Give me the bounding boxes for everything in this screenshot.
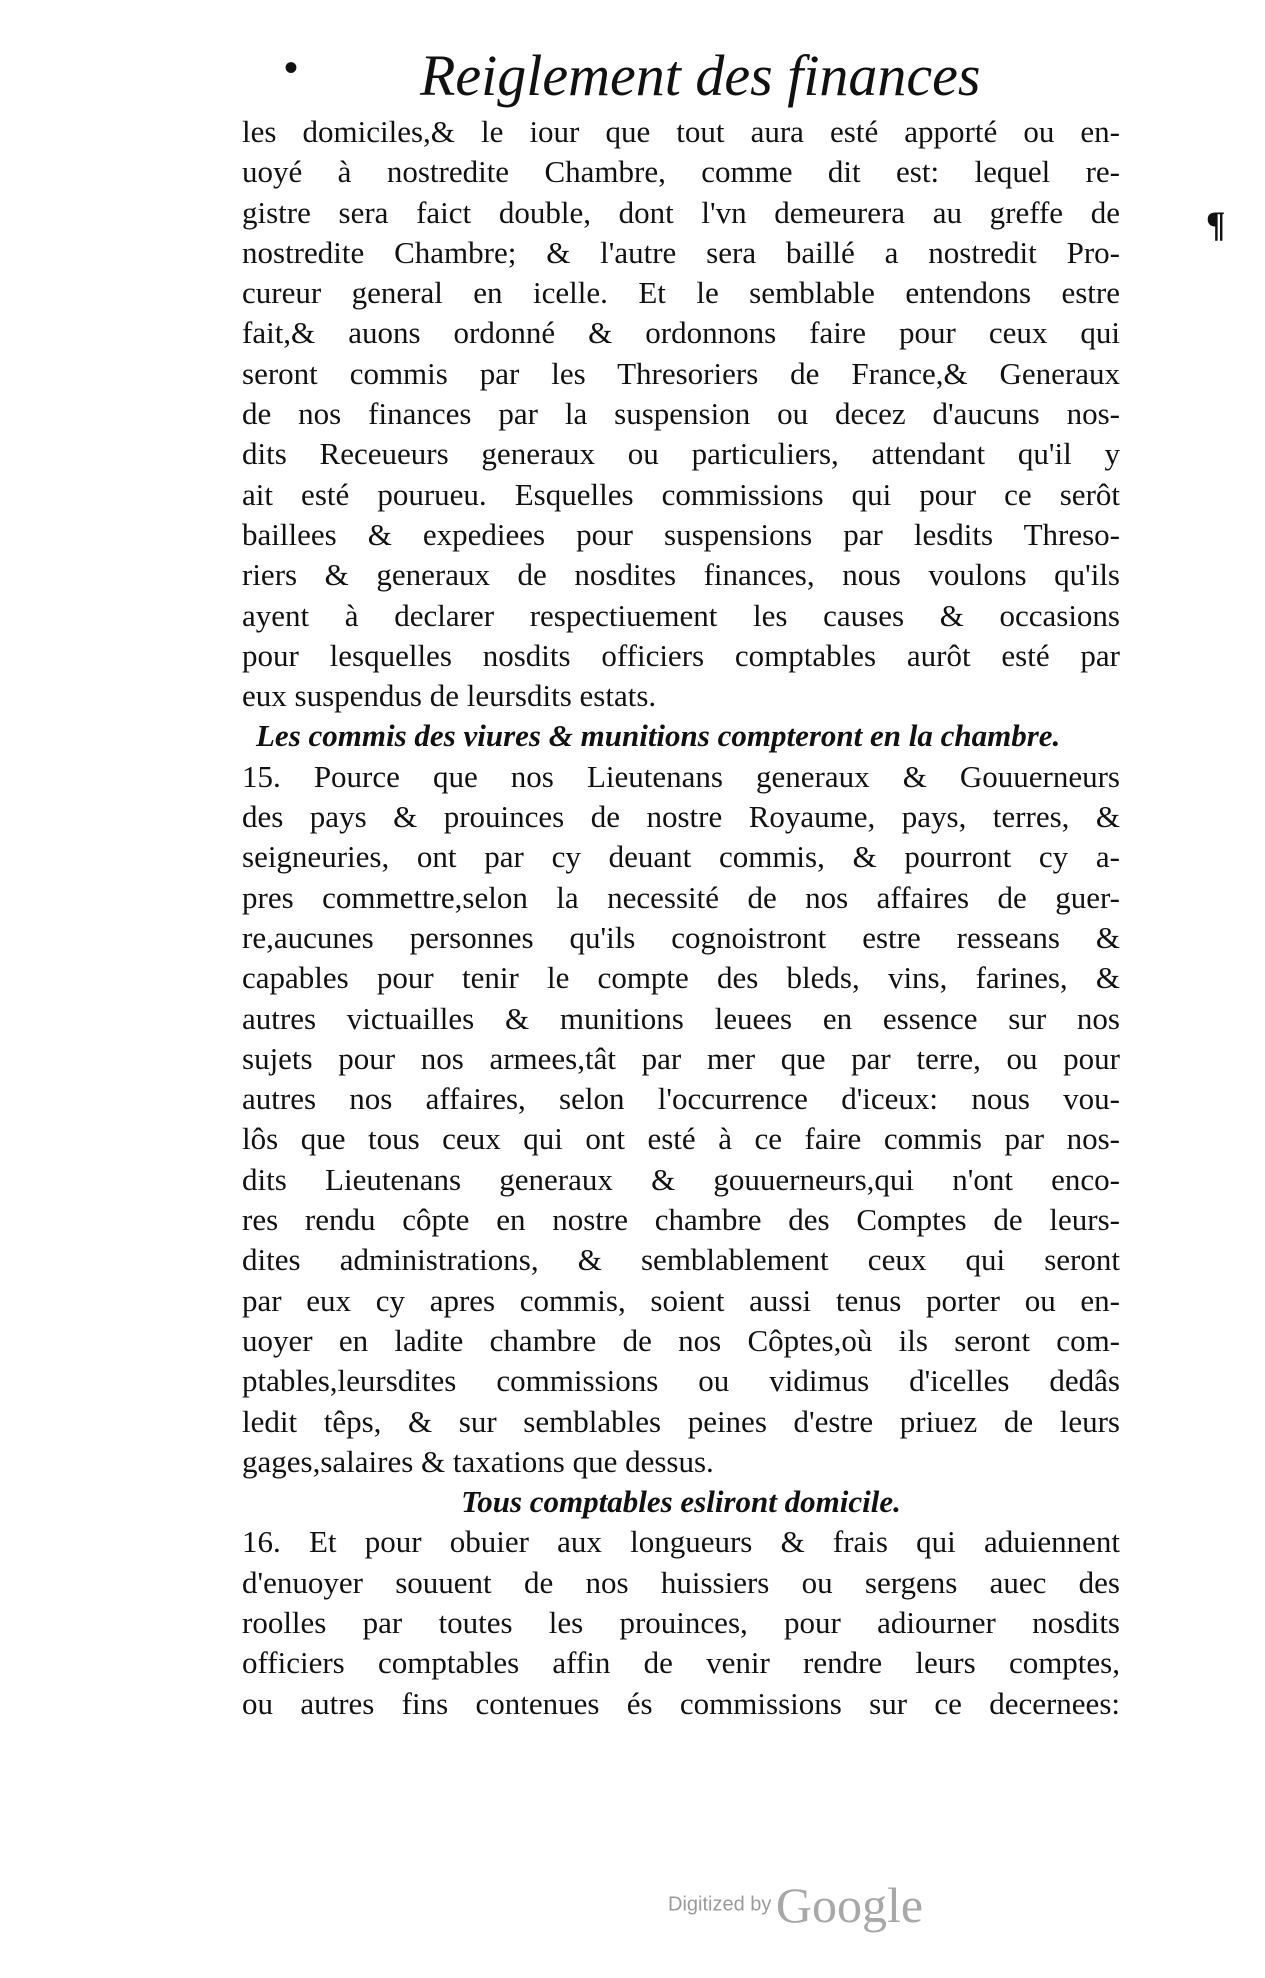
text-line: roolles par toutes les prouinces, pour adiourner nosdits bbox=[242, 1604, 1120, 1640]
text-line: pres commettre,selon la necessité de nos affaires de guer- bbox=[242, 879, 1120, 915]
page-body bbox=[242, 112, 1120, 1724]
text-line: cureur general en icelle. Et le semblable entendons estre bbox=[242, 275, 1120, 311]
text-line: lôs que tous ceux qui ont esté à ce faire commis par nos- bbox=[242, 1121, 1120, 1157]
text-line: gistre sera faict double, dont l'vn demeurera au greffe de bbox=[242, 194, 1120, 230]
corner-mark: • bbox=[284, 45, 299, 90]
text-line: autres nos affaires, selon l'occurrence d'iceux: nous vou- bbox=[242, 1081, 1120, 1117]
text-line: 16. Et pour obuier aux longueurs & frais qui aduiennent bbox=[242, 1524, 1120, 1560]
text-line: dites administrations, & semblablement ceux qui seront bbox=[242, 1242, 1120, 1278]
text-line: res rendu côpte en nostre chambre des Comptes de leurs- bbox=[242, 1202, 1120, 1238]
text-line: pour lesquelles nosdits officiers comptables aurôt esté par bbox=[242, 637, 1120, 673]
article-15 bbox=[242, 757, 1120, 1482]
text-line: eux suspendus de leursdits estats. bbox=[242, 678, 657, 714]
text-line: par eux cy apres commis, soient aussi tenus porter ou en- bbox=[242, 1282, 1120, 1318]
text-line: 15. Pource que nos Lieutenans generaux & Gouuerneurs bbox=[242, 758, 1120, 794]
text-line: nostredite Chambre; & l'autre sera baillé a nostredit Pro- bbox=[242, 234, 1120, 270]
text-line: autres victuailles & munitions leuees en essence sur nos bbox=[242, 1000, 1120, 1036]
text-line: gages,salaires & taxations que dessus. bbox=[242, 1443, 714, 1479]
text-line: dits Lieutenans generaux & gouuerneurs,qui n'ont enco- bbox=[242, 1161, 1120, 1197]
text-line: riers & generaux de nosdites finances, nous voulons qu'ils bbox=[242, 557, 1120, 593]
rubric-heading-commis: Les commis des viures & munitions compteront en la chambre. bbox=[256, 718, 1061, 754]
text-line: baillees & expediees pour suspensions par lesdits Threso- bbox=[242, 516, 1120, 552]
text-line: d'enuoyer souuent de nos huissiers ou sergens auec des bbox=[242, 1564, 1120, 1600]
text-line: des pays & prouinces de nostre Royaume, pays, terres, & bbox=[242, 799, 1120, 835]
text-line: ait esté pourueu. Esquelles commissions qui pour ce serôt bbox=[242, 476, 1120, 512]
article-16 bbox=[242, 1522, 1120, 1723]
digitized-by-watermark bbox=[668, 1876, 923, 1934]
text-line: uoyé à nostredite Chambre, comme dit est: lequel re- bbox=[242, 154, 1120, 190]
google-logo: Google bbox=[775, 1877, 924, 1933]
text-line: uoyer en ladite chambre de nos Côptes,où ils seront com- bbox=[242, 1322, 1120, 1358]
text-line: ayent à declarer respectiuement les causes & occasions bbox=[242, 597, 1120, 633]
margin-pilcrow-icon: ¶ bbox=[1206, 204, 1226, 244]
text-line: officiers comptables affin de venir rendre leurs comptes, bbox=[242, 1645, 1120, 1681]
digitized-by-label: Digitized by bbox=[668, 1893, 772, 1916]
text-line: capables pour tenir le compte des bleds, vins, farines, & bbox=[242, 960, 1120, 996]
text-line: seigneuries, ont par cy deuant commis, & pourront cy a- bbox=[242, 839, 1120, 875]
text-line: sujets pour nos armees,tât par mer que par terre, ou pour bbox=[242, 1040, 1120, 1076]
text-line: de nos finances par la suspension ou decez d'aucuns nos- bbox=[242, 396, 1120, 432]
text-line: les domiciles,& le iour que tout aura esté apporté ou en- bbox=[242, 114, 1120, 149]
text-line: ou autres fins contenues és commissions sur ce decernees: bbox=[242, 1685, 1120, 1721]
text-line: ptables,leursdites commissions ou vidimus d'icelles dedâs bbox=[242, 1363, 1120, 1399]
rubric-heading-domicile: Tous comptables esliront domicile. bbox=[461, 1484, 901, 1520]
paragraph-continuation bbox=[242, 112, 1120, 716]
text-line: re,aucunes personnes qu'ils cognoistront estre resseans & bbox=[242, 919, 1120, 955]
text-line: ledit têps, & sur semblables peines d'estre priuez de leurs bbox=[242, 1403, 1120, 1439]
text-line: dits Receueurs generaux ou particuliers, attendant qu'il y bbox=[242, 436, 1120, 472]
text-line: fait,& auons ordonné & ordonnons faire pour ceux qui bbox=[242, 315, 1120, 351]
text-line: seront commis par les Thresoriers de France,& Generaux bbox=[242, 355, 1120, 391]
running-title: Reiglement des finances bbox=[420, 43, 981, 108]
